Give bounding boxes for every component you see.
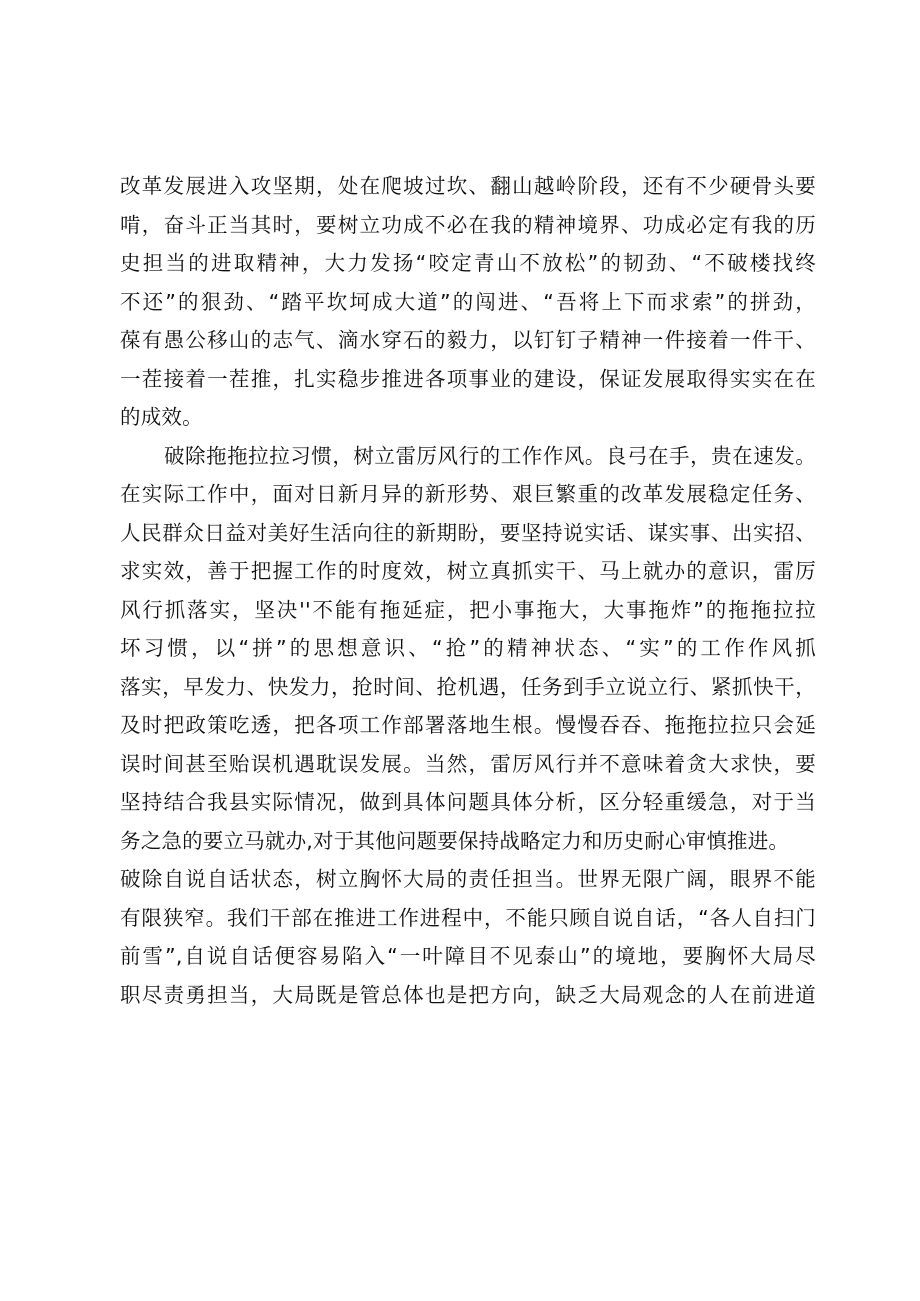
text-line: 坚持结合我县实际情况，做到具体问题具体分析，区分轻重缓急，对于当 [120, 790, 816, 814]
text-line: 破除拖拖拉拉习惯，树立雷厉风行的工作作风。良弓在手，贵在速发。 [164, 443, 816, 468]
text-line: 及时把政策吃透，把各项工作部署落地生根。慢慢吞吞、拖拖拉拉只会延 [120, 713, 816, 737]
text-line: 前雪”,自说自话便容易陷入“一叶障目不见泰山”的境地，要胸怀大局尽 [120, 944, 816, 968]
paragraph-2 [120, 437, 816, 861]
text-line: 求实效，善于把握工作的时度效，树立真抓实干、马上就办的意识，雷厉 [120, 559, 816, 583]
text-line: 破除自说自话状态，树立胸怀大局的责任担当。世界无限广阔，眼界不能 [120, 867, 816, 891]
text-line: 落实，早发力、快发力，抢时间、抢机遇，任务到手立说立行、紧抓快干， [120, 674, 816, 699]
text-line: 坏习惯，以“拼”的思想意识、“抢”的精神状态、“实”的工作作风抓 [120, 636, 816, 660]
text-line: 一茬接着一茬推，扎实稳步推进各项事业的建设，保证发展取得实实在在 [120, 366, 816, 391]
document-body [120, 167, 816, 1014]
text-line: 啃，奋斗正当其时，要树立功成不必在我的精神境界、功成必定有我的历 [120, 212, 816, 237]
text-line: 的成效。 [120, 405, 203, 429]
text-line: 务之急的要立马就办,对于其他问题要保持战略定力和历史耐心审慎推进。 [120, 828, 790, 853]
text-line: 史担当的进取精神，大力发扬“咬定青山不放松”的韧劲、“不破楼找终 [120, 251, 816, 275]
text-line: 人民群众日益对美好生活向往的新期盼，要坚持说实话、谋实事、出实招、 [120, 520, 816, 545]
text-line: 改革发展进入攻坚期，处在爬坡过坎、翻山越岭阶段，还有不少硬骨头要 [120, 174, 816, 198]
paragraph-1 [120, 167, 816, 437]
text-line: 有限狭窄。我们干部在推进工作进程中，不能只顾自说自话，“各人自扫门 [120, 905, 816, 930]
paragraph-3 [120, 860, 816, 1014]
text-line: 不还”的狠劲、“踏平坎坷成大道”的闯进、“吾将上下而求索”的拼劲， [120, 289, 816, 314]
text-line: 误时间甚至贻误机遇耽误发展。当然，雷厉风行并不意味着贪大求快，要 [120, 751, 816, 776]
text-line: 职尽责勇担当，大局既是管总体也是把方向，缺乏大局观念的人在前进道 [120, 982, 816, 1007]
text-line: 葆有愚公移山的志气、滴水穿石的毅力，以钉钉子精神一件接着一件干、 [120, 328, 816, 352]
text-line: 在实际工作中，面对日新月异的新形势、艰巨繁重的改革发展稳定任务、 [120, 482, 816, 506]
text-line: 风行抓落实，坚决''不能有拖延症，把小事拖大，大事拖炸”的拖拖拉拉 [120, 597, 816, 622]
